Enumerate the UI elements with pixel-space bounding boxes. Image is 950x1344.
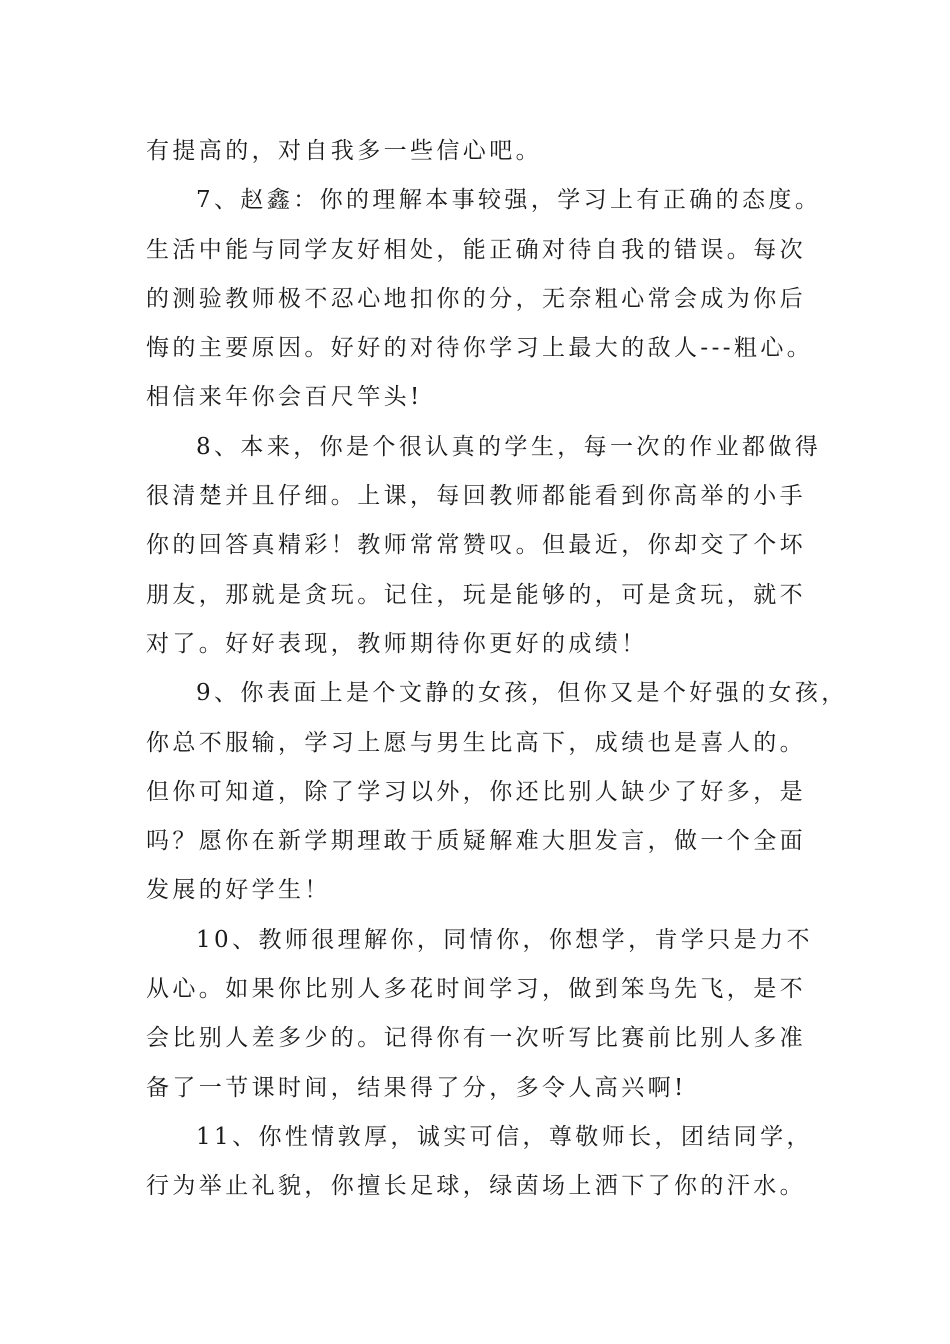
- paragraph-start-line: 7、赵鑫：你的理解本事较强，学习上有正确的态度。: [196, 187, 822, 214]
- text-line: 会比别人差多少的。记得你有一次听写比赛前比别人多准: [146, 1025, 806, 1052]
- text-line: 朋友，那就是贪玩。记住，玩是能够的，可是贪玩，就不: [146, 581, 806, 608]
- text-line: 发展的好学生！: [146, 877, 331, 904]
- text-line: 吗？愿你在新学期理敢于质疑解难大胆发言，做一个全面: [146, 828, 806, 855]
- text-line: 你总不服输，学习上愿与男生比高下，成绩也是喜人的。: [146, 729, 806, 756]
- paragraph-start-line: 9、你表面上是个文静的女孩，但你又是个好强的女孩，: [196, 680, 848, 707]
- text-line: 你的回答真精彩！教师常常赞叹。但最近，你却交了个坏: [146, 532, 806, 559]
- paragraph-start-line: 8、本来，你是个很认真的学生，每一次的作业都做得: [196, 433, 822, 460]
- text-line: 从心。如果你比别人多花时间学习，做到笨鸟先飞，是不: [146, 976, 806, 1003]
- text-line: 悔的主要原因。好好的对待你学习上最大的敌人---粗心。: [146, 335, 814, 362]
- document-body: [146, 127, 848, 1212]
- text-line: 生活中能与同学友好相处，能正确对待自我的错误。每次: [146, 236, 806, 263]
- text-line: 的测验教师极不忍心地扣你的分，无奈粗心常会成为你后: [146, 285, 806, 312]
- paragraph-start-line: 11、你性情敦厚，诚实可信，尊敬师长，团结同学，: [196, 1123, 813, 1150]
- text-line: 备了一节课时间，结果得了分，多令人高兴啊!: [146, 1074, 687, 1101]
- text-line: 但你可知道，除了学习以外，你还比别人缺少了好多，是: [146, 778, 806, 805]
- paragraph-start-line: 10、教师很理解你，同情你，你想学，肯学只是力不: [196, 926, 813, 953]
- text-line: 很清楚并且仔细。上课，每回教师都能看到你高举的小手: [146, 483, 806, 510]
- text-line: 相信来年你会百尺竿头!: [146, 384, 423, 411]
- text-line: 对了。好好表现，教师期待你更好的成绩！: [146, 630, 648, 657]
- text-line: 行为举止礼貌，你擅长足球，绿茵场上洒下了你的汗水。: [146, 1173, 806, 1200]
- text-line: 有提高的，对自我多一些信心吧。: [146, 138, 542, 164]
